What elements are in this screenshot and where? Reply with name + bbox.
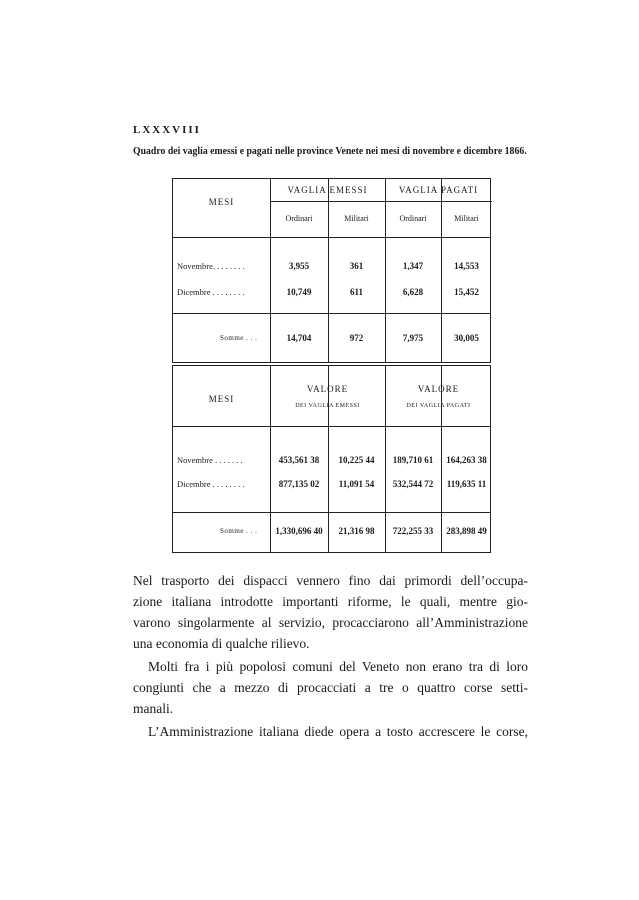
body-line: Molti fra i più popolosi comuni del Veneto non erano tra di loro (148, 659, 528, 674)
group-header-vaglia-pagati: VAGLIA PAGATI (398, 185, 479, 195)
body-line: zione italiana introdotte importanti riforme, le quali, mentre gio- (133, 594, 528, 609)
body-line: varono singolarmente al servizio, procacciarono all’Amministrazione (133, 615, 528, 630)
row-label-somme: Somme . . . (220, 527, 258, 535)
table-caption: Quadro dei vaglia emessi e pagati nelle province Venete nei mesi di novembre e dicembre 1866. (133, 146, 527, 157)
total-cell: 21,316 98 (338, 526, 375, 536)
total-cell: 722,255 33 (392, 526, 434, 536)
row-label-novembre: Novembre . . . . . . . (177, 455, 243, 465)
col-header-ordinari: Ordinari (399, 214, 427, 223)
table-cell: 6,628 (402, 287, 424, 297)
page-number: LXXXVIII (133, 124, 201, 136)
group-subheader-pagati: DEI VAGLIA PAGATI (406, 403, 471, 409)
group-header-valore-emessi: VALORE (306, 384, 349, 394)
table-cell: 164,263 38 (446, 455, 487, 465)
vaglia-value-table (172, 365, 491, 553)
row-label-somme: Somme . . . (220, 334, 258, 342)
table-cell: 11,091 54 (338, 479, 375, 489)
body-line: congiunti che a mezzo di procacciati a tre o quattro corse setti- (133, 680, 528, 695)
col-header-ordinari: Ordinari (285, 214, 313, 223)
row-header-mesi: MESI (208, 197, 235, 207)
total-cell: 972 (349, 333, 364, 343)
table-cell: 361 (349, 261, 364, 271)
table-cell: 611 (349, 287, 363, 297)
body-line: una economia di qualche rilievo. (133, 636, 310, 651)
table-cell: 15,452 (454, 287, 479, 297)
col-header-militari: Militari (344, 214, 369, 223)
total-cell: 30,005 (454, 333, 479, 343)
body-line: L’Amministrazione italiana diede opera a tosto accrescere le corse, (148, 724, 528, 739)
body-line: Nel trasporto dei dispacci vennero fino dai primordi dell’occupa- (133, 573, 528, 588)
table-cell: 1,347 (402, 261, 424, 271)
total-cell: 283,898 49 (446, 526, 487, 536)
table-cell: 453,561 38 (278, 455, 320, 465)
group-header-valore-pagati: VALORE (417, 384, 460, 394)
table-cell: 189,710 61 (392, 455, 434, 465)
total-cell: 7,975 (402, 333, 424, 343)
row-header-mesi: MESI (208, 394, 235, 404)
group-subheader-emessi: DEI VAGLIA EMESSI (295, 403, 360, 409)
vaglia-count-table (172, 178, 491, 363)
group-header-vaglia-emessi: VAGLIA EMESSI (287, 185, 368, 195)
table-cell: 3,955 (288, 261, 310, 271)
col-header-militari: Militari (454, 214, 479, 223)
table-cell: 10,225 44 (338, 455, 375, 465)
row-label-dicembre: Dicembre . . . . . . . . (177, 287, 245, 297)
table-cell: 14,553 (454, 261, 479, 271)
row-label-novembre: Novembre. . . . . . . . (177, 261, 245, 271)
table-cell: 10,749 (286, 287, 312, 297)
body-line: manali. (133, 701, 174, 716)
body-line (133, 571, 528, 592)
row-label-dicembre: Dicembre . . . . . . . . (177, 479, 245, 489)
table-cell: 119,635 11 (446, 479, 487, 489)
total-cell: 1,330,696 40 (275, 526, 323, 536)
table-cell: 877,135 02 (278, 479, 320, 489)
total-cell: 14,704 (286, 333, 312, 343)
table-cell: 532,544 72 (392, 479, 434, 489)
